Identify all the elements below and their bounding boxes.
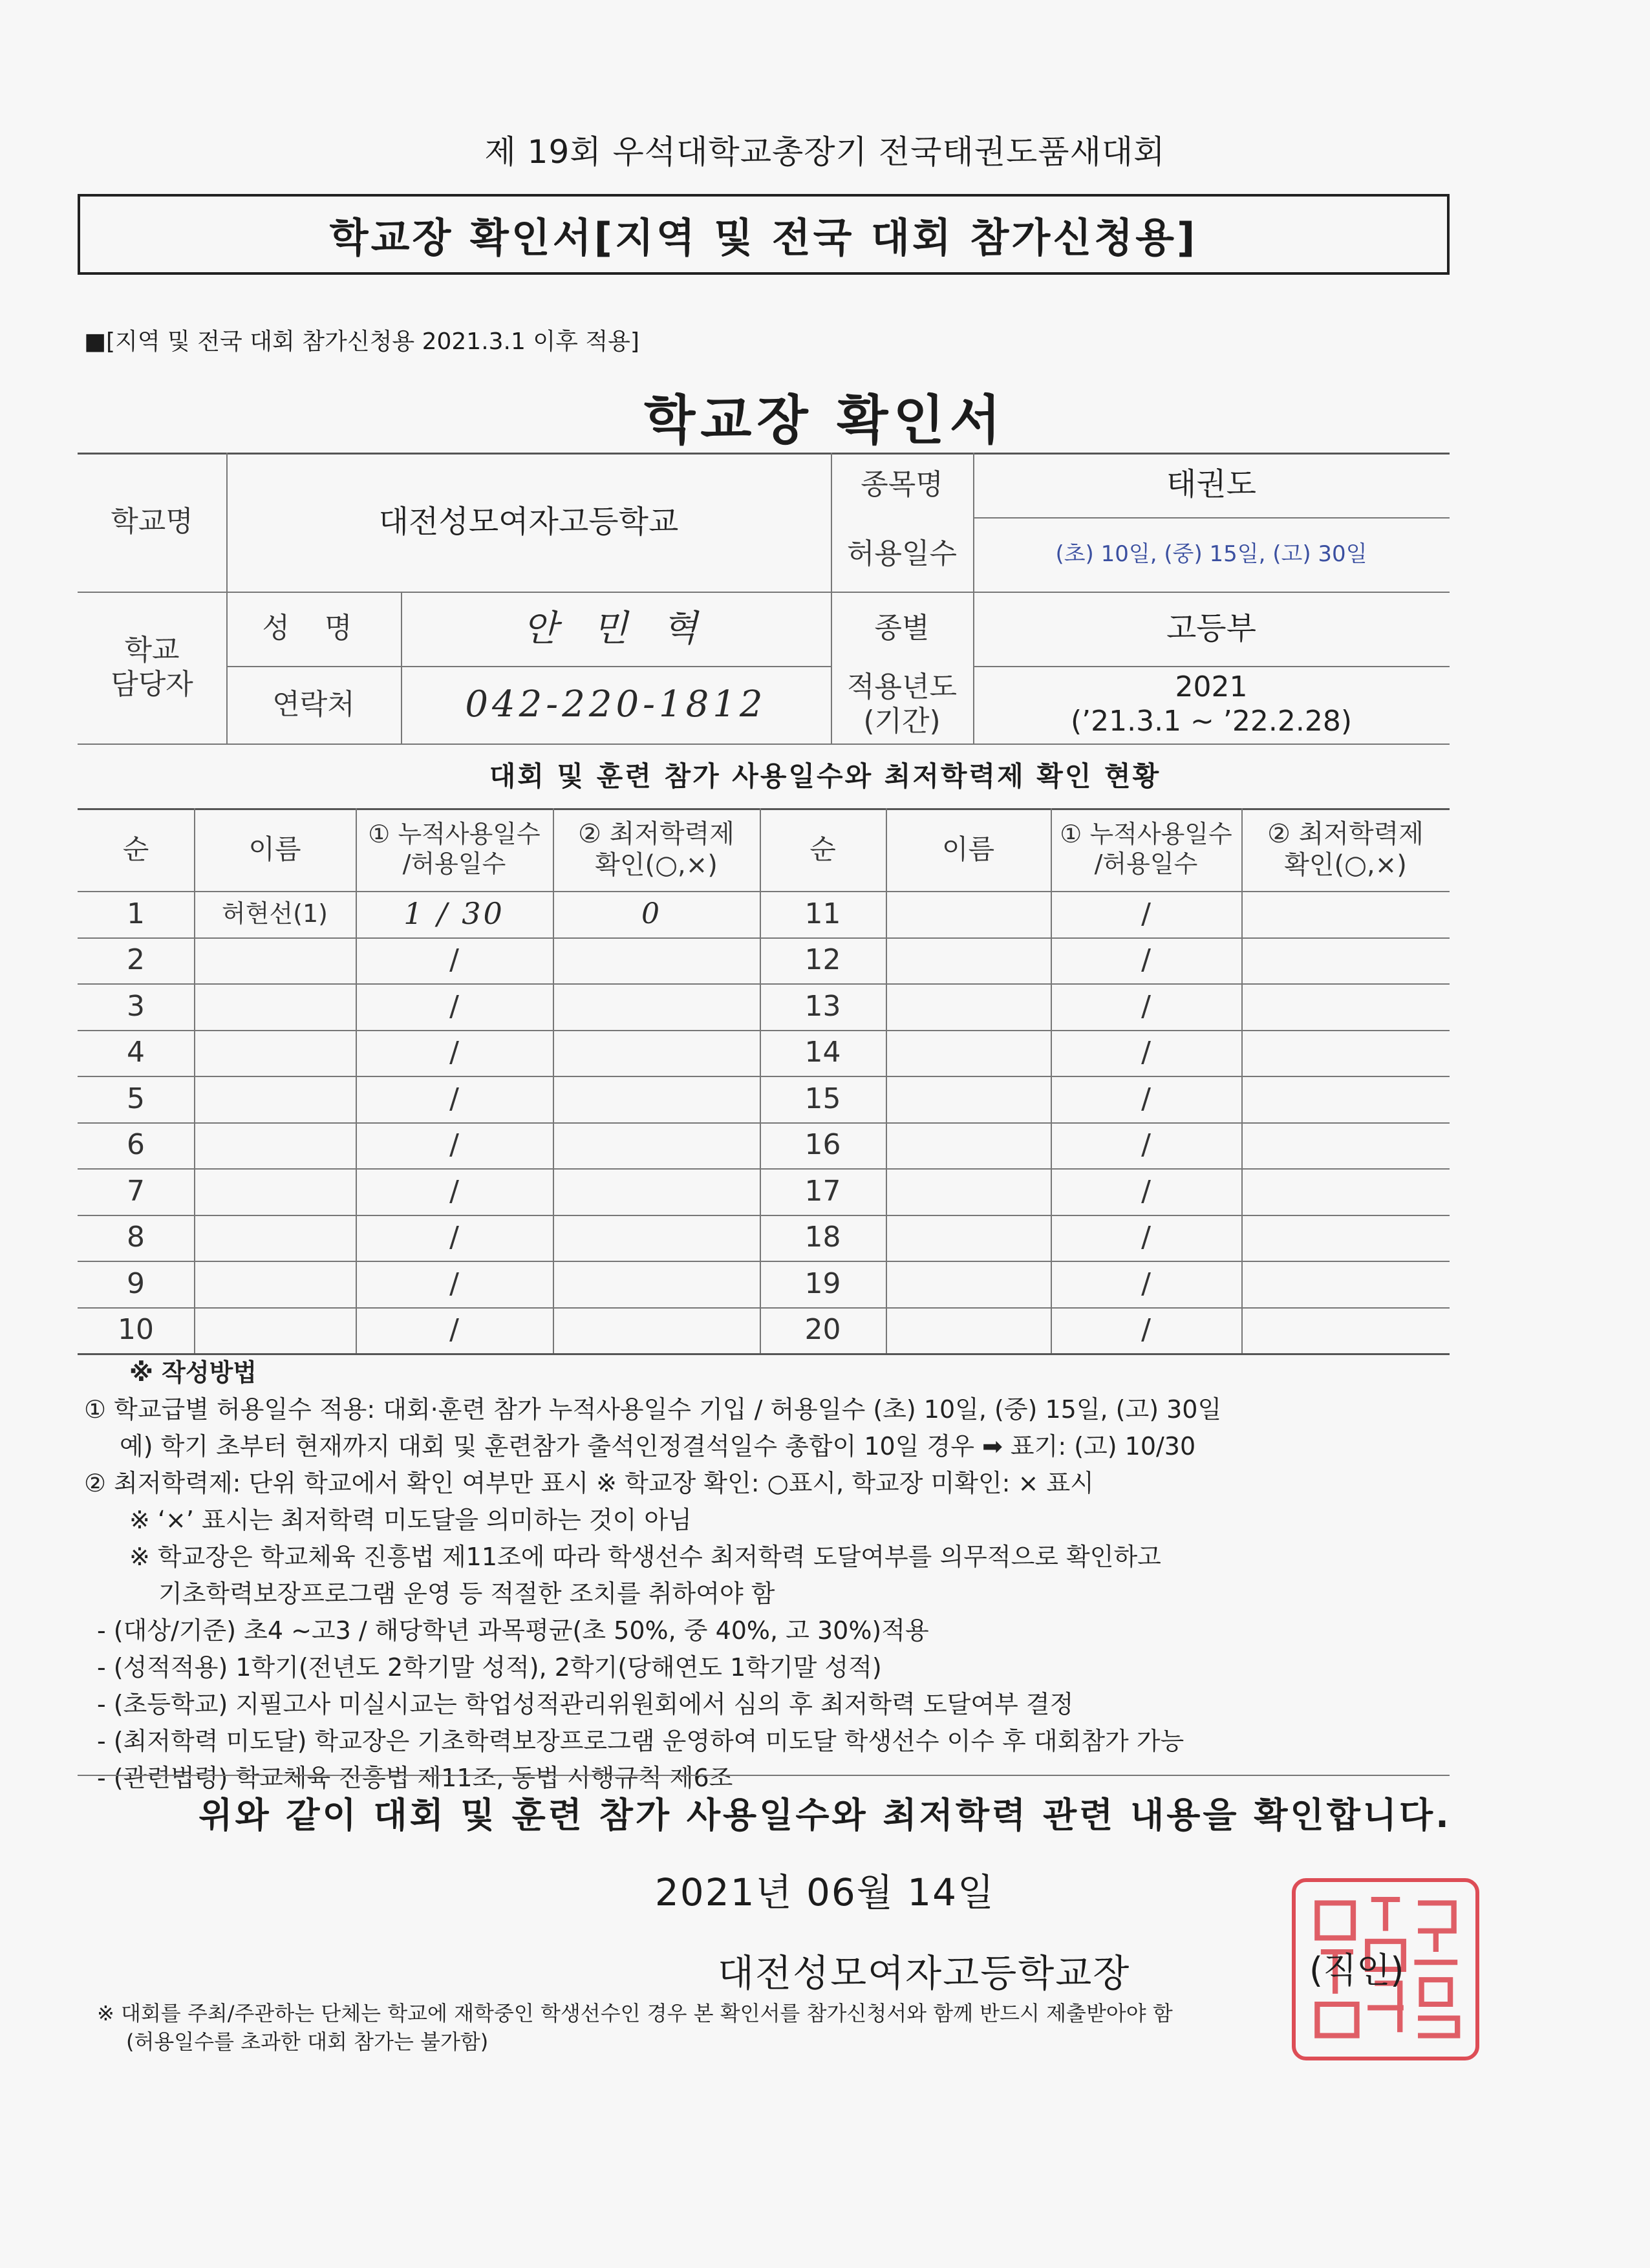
row-days: / — [1141, 1128, 1151, 1162]
row-days: / — [449, 1082, 459, 1115]
row-no: 13 — [804, 989, 841, 1023]
row-no: 15 — [804, 1082, 841, 1115]
header-days: ① 누적사용일수 /허용일수 — [368, 820, 541, 878]
principal-title: 대전성모여자고등학교장 — [718, 1951, 1131, 1995]
row-days: / — [449, 989, 459, 1023]
row-days: 1 / 30 — [403, 896, 505, 932]
footnote-line: (허용일수를 초과한 대회 참가는 불가함) — [126, 2029, 489, 2054]
row-days: / — [1141, 1082, 1151, 1115]
instructions — [84, 1354, 1571, 1797]
row-days: / — [1141, 1174, 1151, 1208]
seal-label: (직인) — [1309, 1950, 1404, 1991]
instruction-item: - (최저학력 미도달) 학교장은 기초학력보장프로그램 운영하여 미도달 학생선수 이수 후 대회참가 가능 — [97, 1727, 1184, 1755]
category-value: 고등부 — [1166, 610, 1257, 647]
row-no: 3 — [127, 989, 145, 1023]
instruction-item: ② 최저학력제: 단위 학교에서 확인 여부만 표시 ※ 학교장 확인: ○표시, 학교장 미확인: × 표시 — [84, 1469, 1094, 1497]
event-label: 종목명 — [861, 467, 943, 501]
row-no: 16 — [804, 1128, 841, 1162]
row-no: 14 — [804, 1036, 841, 1069]
allowed-days-value: (초) 10일, (중) 15일, (고) 30일 — [1055, 541, 1367, 568]
row-days: / — [1141, 1221, 1151, 1254]
row-days: / — [1141, 1036, 1151, 1069]
school-name-label: 학교명 — [111, 505, 193, 539]
row-days: / — [449, 1313, 459, 1347]
event-value: 태권도 — [1166, 466, 1257, 503]
school-name-value: 대전성모여자고등학교 — [378, 503, 679, 540]
name-label: 성 명 — [262, 612, 365, 645]
divider — [78, 1775, 1450, 1776]
main-heading: 학교장 확인서 — [644, 390, 1006, 451]
row-no: 11 — [804, 897, 841, 930]
allowed-days-label: 허용일수 — [846, 537, 957, 571]
instruction-item: ※ 학교장은 학교체육 진흥법 제11조에 따라 학생선수 최저학력 도달여부를 의무적으로 확인하고 — [129, 1543, 1161, 1571]
header-no: 순 — [122, 833, 149, 865]
row-check: 0 — [641, 897, 671, 930]
row-name: 허현선(1) — [222, 899, 328, 928]
row-days: / — [1141, 1267, 1151, 1300]
issue-date: 2021년 06월 14일 — [654, 1870, 996, 1914]
row-days: / — [1141, 943, 1151, 977]
instruction-item: ※ ‘×’ 표시는 최저학력 미도달을 의미하는 것이 아님 — [129, 1506, 692, 1534]
row-no: 17 — [804, 1174, 841, 1208]
footnote — [97, 1999, 1487, 2056]
row-days: / — [449, 943, 459, 977]
contact-value: 042-220-1812 — [465, 683, 767, 726]
row-days: / — [449, 1221, 459, 1254]
year-label: 적용년도 (기간) — [846, 670, 957, 738]
row-no: 2 — [127, 943, 145, 977]
header-name: 이름 — [248, 833, 301, 865]
instruction-item: - (초등학교) 지필고사 미실시교는 학업성적관리위원회에서 심의 후 최저학력 도달여부 결정 — [97, 1690, 1074, 1718]
header-check: ② 최저학력제 확인(○,×) — [1267, 819, 1424, 880]
category-label: 종별 — [874, 612, 930, 645]
header-name: 이름 — [941, 833, 995, 865]
section-title: 대회 및 훈련 참가 사용일수와 최저학력제 확인 현황 — [489, 760, 1161, 792]
application-note: ■[지역 및 전국 대회 참가신청용 2021.3.1 이후 적용] — [84, 328, 639, 355]
header-check: ② 최저학력제 확인(○,×) — [578, 819, 734, 880]
instruction-item: ① 학교급별 허용일수 적용: 대회·훈련 참가 누적사용일수 기입 / 허용일수 (초) 10일, (중) 15일, (고) 30일 — [84, 1395, 1222, 1424]
row-days: / — [1141, 989, 1151, 1023]
confirmation-statement: 위와 같이 대회 및 훈련 참가 사용일수와 최저학력 관련 내용을 확인합니다. — [198, 1795, 1452, 1835]
instruction-item: - (관련법령) 학교체육 진흥법 제11조, 동법 시행규칙 제6조 — [97, 1764, 733, 1792]
row-days: / — [449, 1174, 459, 1208]
row-no: 9 — [127, 1267, 145, 1300]
row-no: 4 — [127, 1036, 145, 1069]
row-no: 7 — [127, 1174, 145, 1208]
header-no: 순 — [809, 833, 836, 865]
row-no: 12 — [804, 943, 841, 977]
row-days: / — [1141, 897, 1151, 930]
instruction-item: - (성적적용) 1학기(전년도 2학기말 성적), 2학기(당해연도 1학기말 성적) — [97, 1653, 882, 1682]
row-days: / — [449, 1036, 459, 1069]
row-no: 6 — [127, 1128, 145, 1162]
event-title: 제 19회 우석대학교총장기 전국태권도품새대회 — [484, 133, 1166, 171]
row-days: / — [449, 1128, 459, 1162]
footnote-line: ※ 대회를 주최/주관하는 단체는 학교에 재학중인 학생선수인 경우 본 확인서를 참가신청서와 함께 반드시 제출받아야 함 — [97, 2001, 1173, 2026]
row-days: / — [449, 1267, 459, 1300]
row-no: 20 — [804, 1313, 841, 1347]
row-days: / — [1141, 1313, 1151, 1347]
staff-label: 학교 담당자 — [111, 633, 193, 701]
row-no: 1 — [127, 897, 145, 930]
instruction-item: 예) 학기 초부터 현재까지 대회 및 훈련참가 출석인정결석일수 총합이 10일 경우 ➡ 표기: (고) 10/30 — [120, 1432, 1196, 1460]
year-value: 2021 (’21.3.1 ~ ’22.2.28) — [1070, 670, 1353, 738]
instructions-heading: ※ 작성방법 — [129, 1358, 257, 1387]
row-no: 8 — [127, 1221, 145, 1254]
row-no: 18 — [804, 1221, 841, 1254]
instruction-item: 기초학력보장프로그램 운영 등 적절한 조치를 취하여야 함 — [158, 1579, 775, 1608]
instruction-item: - (대상/기준) 초4 ~고3 / 해당학년 과목평균(초 50%, 중 40%, 고 30%)적용 — [97, 1616, 929, 1645]
document-title: 학교장 확인서[지역 및 전국 대회 참가신청용] — [78, 194, 1450, 275]
row-no: 5 — [127, 1082, 145, 1115]
staff-name-value: 안 민 혁 — [522, 607, 709, 650]
row-no: 19 — [804, 1267, 841, 1300]
row-no: 10 — [118, 1313, 154, 1347]
contact-label: 연락처 — [272, 687, 355, 721]
header-days: ① 누적사용일수 /허용일수 — [1060, 820, 1232, 878]
